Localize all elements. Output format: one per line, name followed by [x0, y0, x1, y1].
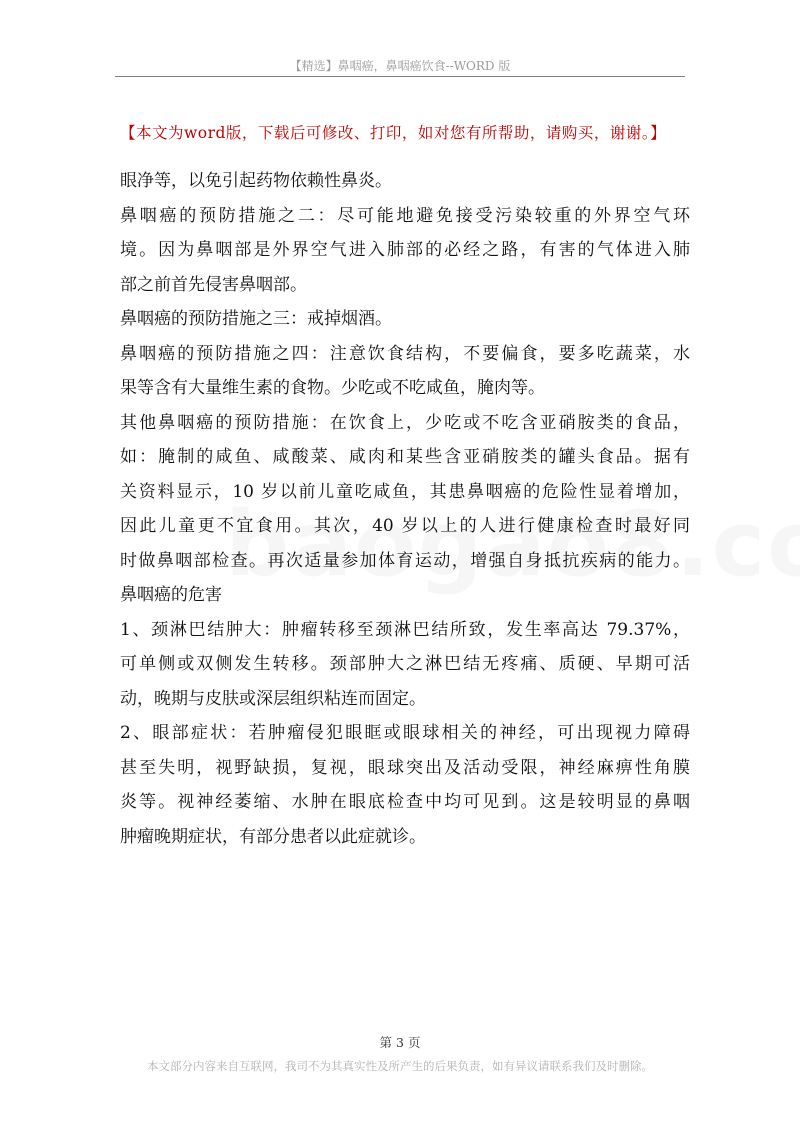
text-line: 鼻咽癌的预防措施之四：注意饮食结构，不要偏食，要多吃蔬菜，水: [120, 343, 690, 364]
text-line: 可单侧或双侧发生转移。颈部肿大之淋巴结无疼痛、质硬、早期可活: [120, 654, 690, 674]
text-line: 动，晚期与皮肤或深层组织粘连而固定。: [120, 688, 426, 709]
text-line: 部之前首先侵害鼻咽部。: [120, 274, 307, 295]
text-line: 眼净等，以免引起药物依赖性鼻炎。: [120, 171, 392, 191]
text-line: 鼻咽癌的危害: [120, 585, 222, 605]
text-line: 如：腌制的咸鱼、咸酸菜、咸肉和某些含亚硝胺类的罐头食品。据有: [120, 447, 690, 467]
paragraph: [120, 613, 690, 717]
text-line: 时做鼻咽部检查。再次适量参加体育运动，增强自身抵抗疾病的能力。: [120, 550, 690, 571]
paragraph: [120, 199, 690, 303]
paragraph: [120, 406, 690, 579]
text-line: 境。因为鼻咽部是外界空气进入肺部的必经之路，有害的气体进入肺: [120, 240, 690, 260]
page-number: 第 3 页: [379, 1035, 421, 1050]
paragraph: [120, 716, 690, 854]
page-header: 【精选】鼻咽癌，鼻咽癌饮食--WORD 版: [289, 59, 511, 73]
purchase-notice: 【本文为word版，下载后可修改、打印，如对您有所帮助，请购买，谢谢。】: [120, 124, 667, 142]
text-line: 其他鼻咽癌的预防措施：在饮食上，少吃或不吃含亚硝胺类的食品，: [120, 412, 690, 433]
text-line: 关资料显示，10 岁以前儿童吃咸鱼，其患鼻咽癌的危险性显着增加，: [120, 481, 690, 502]
document-body: [120, 164, 690, 854]
paragraph: [120, 302, 690, 337]
header-divider: [115, 76, 685, 77]
text-line: 炎等。视神经萎缩、水肿在眼底检查中均可见到。这是较明显的鼻咽: [120, 792, 690, 812]
text-line: 因此儿童更不宜食用。其次，40 岁以上的人进行健康检查时最好同: [120, 516, 690, 536]
paragraph: [120, 337, 690, 406]
paragraph: [120, 164, 690, 199]
page-footer: 本文部分内容来自互联网，我司不为其真实性及所产生的后果负责，如有异议请联系我们及时删除。: [147, 1059, 653, 1073]
text-line: 鼻咽癌的预防措施之二：尽可能地避免接受污染较重的外界空气环: [120, 205, 690, 226]
section-heading: [120, 578, 690, 613]
text-line: 鼻咽癌的预防措施之三：戒掉烟酒。: [120, 309, 392, 329]
text-line: 2、眼部症状：若肿瘤侵犯眼眶或眼球相关的神经，可出现视力障碍: [120, 723, 690, 743]
text-line: 1、颈淋巴结肿大：肿瘤转移至颈淋巴结所致，发生率高达 79.37%，: [120, 619, 690, 640]
text-line: 肿瘤晚期症状，有部分患者以此症就诊。: [120, 826, 426, 847]
text-line: 果等含有大量维生素的食物。少吃或不吃咸鱼，腌肉等。: [120, 378, 545, 398]
text-line: 甚至失明，视野缺损，复视，眼球突出及活动受限，神经麻痹性角膜: [120, 757, 690, 778]
